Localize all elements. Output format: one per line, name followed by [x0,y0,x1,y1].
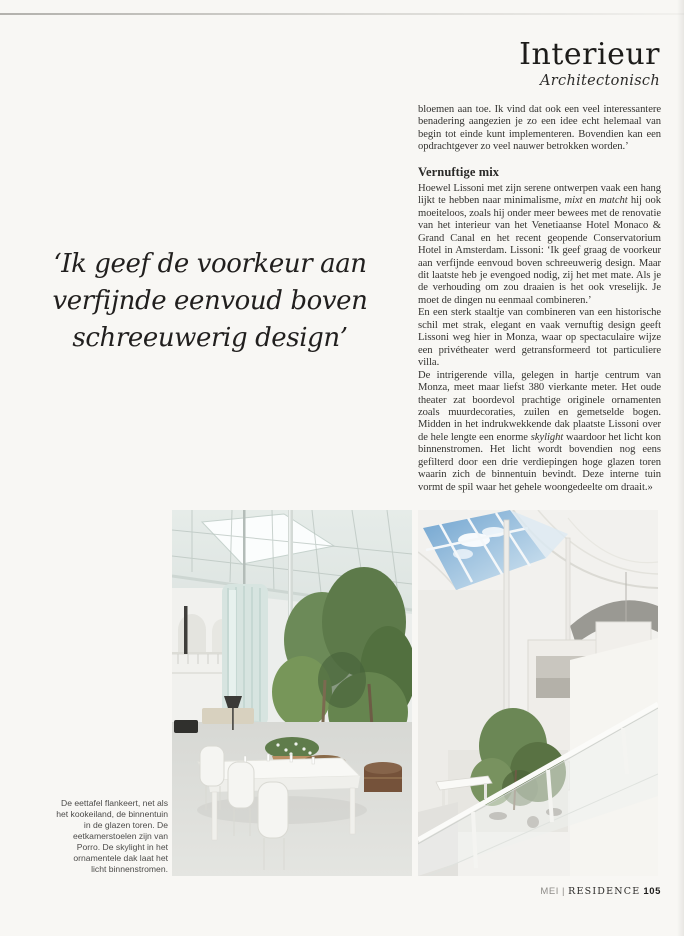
masthead [519,37,660,89]
article-paragraph: En een sterk staaltje van combineren van een historische schil met strak, elegant en vaak vernuftig design geeft Lissoni weg hier in Monza, waar op spectaculaire wijze een privétheater werd getransformeerd tot particuliere villa. [418,307,661,369]
barrel-pot [364,762,402,792]
article-paragraph: Hoewel Lissoni met zijn serene ontwerpen vaak een hang lijkt te hebben naar minimalisme, mixt en matcht hij ook moeiteloos, zoals hij onder meer bewees met de renovatie van het interieur van het Venetiaanse Hotel Monaco & Grand Canal en het recent geopende Conservatorium Hotel in Amsterdam. Lissoni: ‘Ik geef graag de voorkeur aan verfijnde eenvoud boven schreeuwerig design. Maar dit laatste heb je evengoed nodig, zij het met mate. Als je de verhouding om zou draaien is het ook vreselijk. Je moet de dingen nu eenmaal combineren.’ [418,182,661,306]
folio-page-number: 105 [643,886,661,897]
pull-quote-line-1: ‘Ik geef de voorkeur aan [53,249,367,279]
pull-quote-line-2: verfijnde eenvoud boven [52,286,368,316]
scan-edge-top [0,13,684,15]
article-column [418,104,661,494]
page-folio [540,886,661,897]
walkway-photo-art [418,510,658,876]
dining-area-photo [172,510,412,876]
section-title: Interieur [519,37,660,72]
article-intro-continued: bloemen aan toe. Ik vind dat ook een veel interessantere benadering aangezien je zo een idee echt helemaal van begin tot einde kunt implementeren. Bovendien kan een opdrachtgever zo veel nauwer betrokken worden.’ [418,104,661,153]
folio-magazine-name: RESIDENCE [568,886,641,897]
pull-quote [28,246,392,357]
article-section-heading: Vernuftige mix [418,164,500,179]
article-paragraph: De intrigerende villa, gelegen in hartje centrum van Monza, meet maar liefst 380 vierkante meter. Het oude theater zat boordevol prachtige originele ornamenten zoals muurdecoraties, zuilen en gemetselde bogen. Midden in het indrukwekkende dak plaatste Lissoni over de hele lengte een enorme skylight waardoor het licht kon binnenstromen. Het licht wordt bovendien nog eens gefilterd door een drie verdiepingen hoge glazen toren waarin zich de binnentuin bevindt. Deze interne tuin vormt de spil waar het gehele woongedeelte om draait.» [418,369,662,493]
dining-area-photo-art [172,510,412,876]
photo-caption: De eettafel flankeert, net als het kookeiland, de binnentuin in de glazen toren. De eetkamerstoelen zijn van Porro. De skylight in het ornamentele dak laat het licht binnenstromen. [56,798,168,874]
scan-edge-right [677,0,684,936]
pull-quote-line-3: schreeuwerig design’ [72,323,348,353]
section-subtitle: Architectonisch [540,73,660,89]
walkway-photo [418,510,658,876]
folio-separator: | [562,886,566,897]
folio-month: MEI [540,886,560,897]
